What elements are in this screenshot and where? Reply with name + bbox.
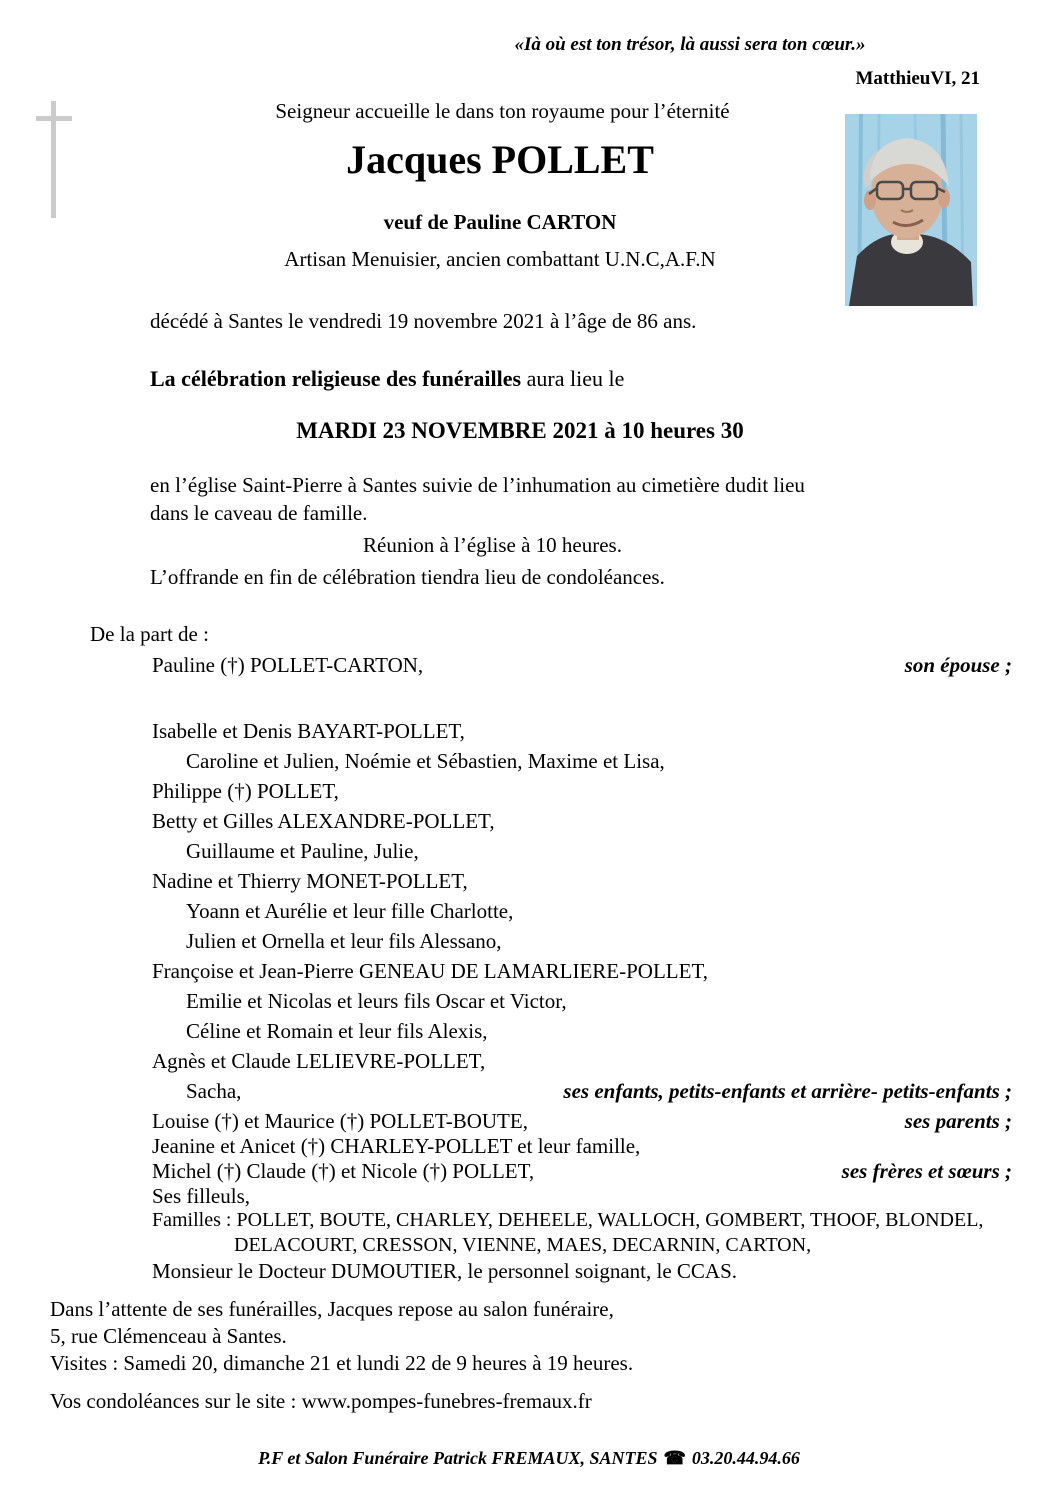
- condolences-label: Vos condoléances sur le site :: [50, 1389, 302, 1413]
- deceased-name: Jacques POLLET: [346, 137, 654, 182]
- celebration-line-bold: La célébration religieuse des funérailles: [150, 366, 522, 391]
- family-line: Sacha, ses enfants, petits-enfants et arrière- petits-enfants ;: [186, 1079, 1012, 1103]
- wake-line-3: Visites : Samedi 20, dimanche 21 et lundi 22 de 9 heures à 19 heures.: [50, 1351, 634, 1375]
- wake-line-1: Dans l’attente de ses funérailles, Jacques repose au salon funéraire,: [50, 1297, 614, 1321]
- relation-note: ses enfants, petits-enfants et arrière- petits-enfants ;: [563, 1079, 1012, 1103]
- profession-line: Artisan Menuisier, ancien combattant U.N.C,A.F.N: [284, 247, 716, 271]
- invocation-line: Seigneur accueille le dans ton royaume pour l’éternité: [275, 99, 730, 123]
- relation-note: ses parents ;: [904, 1109, 1012, 1133]
- condolences-line: [50, 1389, 592, 1414]
- ceremony-date-line: MARDI 23 NOVEMBRE 2021 à 10 heures 30: [296, 418, 744, 443]
- family-line: Isabelle et Denis BAYART-POLLET,: [152, 719, 465, 743]
- relation-note: son épouse ;: [904, 653, 1012, 677]
- family-line: Monsieur le Docteur DUMOUTIER, le personnel soignant, le CCAS.: [152, 1259, 737, 1283]
- family-line: Guillaume et Pauline, Julie,: [186, 839, 419, 863]
- family-line: Pauline (†) POLLET-CARTON, son épouse ;: [152, 653, 1012, 677]
- widower-line: veuf de Pauline CARTON: [383, 210, 617, 234]
- family-intro: De la part de :: [90, 622, 209, 646]
- family-line: Philippe (†) POLLET,: [152, 779, 339, 803]
- family-line: Céline et Romain et leur fils Alexis,: [186, 1019, 488, 1043]
- family-list: [152, 653, 1012, 1284]
- family-line: Familles : POLLET, BOUTE, CHARLEY, DEHEELE, WALLOCH, GOMBERT, THOOF, BLONDEL,: [152, 1209, 984, 1231]
- family-line: Louise (†) et Maurice (†) POLLET-BOUTE, ses parents ;: [152, 1109, 1012, 1133]
- funeral-home-name: P.F et Salon Funéraire Patrick FREMAUX, SANTES: [258, 1448, 658, 1468]
- portrait-illustration: [845, 114, 977, 306]
- phone-icon: ☎: [663, 1448, 686, 1468]
- celebration-line: [150, 366, 624, 392]
- death-announcement-line: décédé à Santes le vendredi 19 novembre 2021 à l’âge de 86 ans.: [150, 309, 697, 333]
- family-line: Yoann et Aurélie et leur fille Charlotte,: [186, 899, 514, 923]
- wake-info-block: [50, 1296, 633, 1377]
- scripture-quote: «Ià où est ton trésor, là aussi sera ton cœur.»: [514, 34, 866, 55]
- funeral-home-footer: [0, 1448, 1058, 1469]
- offering-line: L’offrande en fin de célébration tiendra lieu de condoléances.: [150, 565, 665, 589]
- church-line-2: dans le caveau de famille.: [150, 501, 368, 525]
- family-line: Françoise et Jean-Pierre GENEAU DE LAMARLIERE-POLLET,: [152, 959, 708, 983]
- scripture-attribution: MatthieuVI, 21: [855, 68, 980, 89]
- relation-note: ses frères et sœurs ;: [841, 1159, 1012, 1183]
- family-line: DELACOURT, CRESSON, VIENNE, MAES, DECARNIN, CARTON,: [234, 1234, 812, 1256]
- family-line: Emilie et Nicolas et leurs fils Oscar et Victor,: [186, 989, 567, 1013]
- family-line: Jeanine et Anicet (†) CHARLEY-POLLET et leur famille,: [152, 1134, 641, 1158]
- celebration-line-rest: aura lieu le: [521, 366, 625, 391]
- family-line: Nadine et Thierry MONET-POLLET,: [152, 869, 468, 893]
- family-line: Ses filleuls,: [152, 1184, 250, 1208]
- deceased-photo: [845, 114, 977, 306]
- family-line: Betty et Gilles ALEXANDRE-POLLET,: [152, 809, 495, 833]
- family-line: Julien et Ornella et leur fils Alessano,: [186, 929, 502, 953]
- family-line: Caroline et Julien, Noémie et Sébastien, Maxime et Lisa,: [186, 749, 665, 773]
- condolences-website-url: www.pompes-funebres-fremaux.fr: [301, 1389, 592, 1413]
- funeral-home-phone: 03.20.44.94.66: [691, 1448, 800, 1468]
- meeting-line: Réunion à l’église à 10 heures.: [363, 533, 622, 557]
- family-line: Agnès et Claude LELIEVRE-POLLET,: [152, 1049, 486, 1073]
- family-line: Michel (†) Claude (†) et Nicole (†) POLLET, ses frères et sœurs ;: [152, 1159, 1012, 1183]
- wake-line-2: 5, rue Clémenceau à Santes.: [50, 1324, 287, 1348]
- church-line-1: en l’église Saint-Pierre à Santes suivie de l’inhumation au cimetière dudit lieu: [150, 473, 805, 497]
